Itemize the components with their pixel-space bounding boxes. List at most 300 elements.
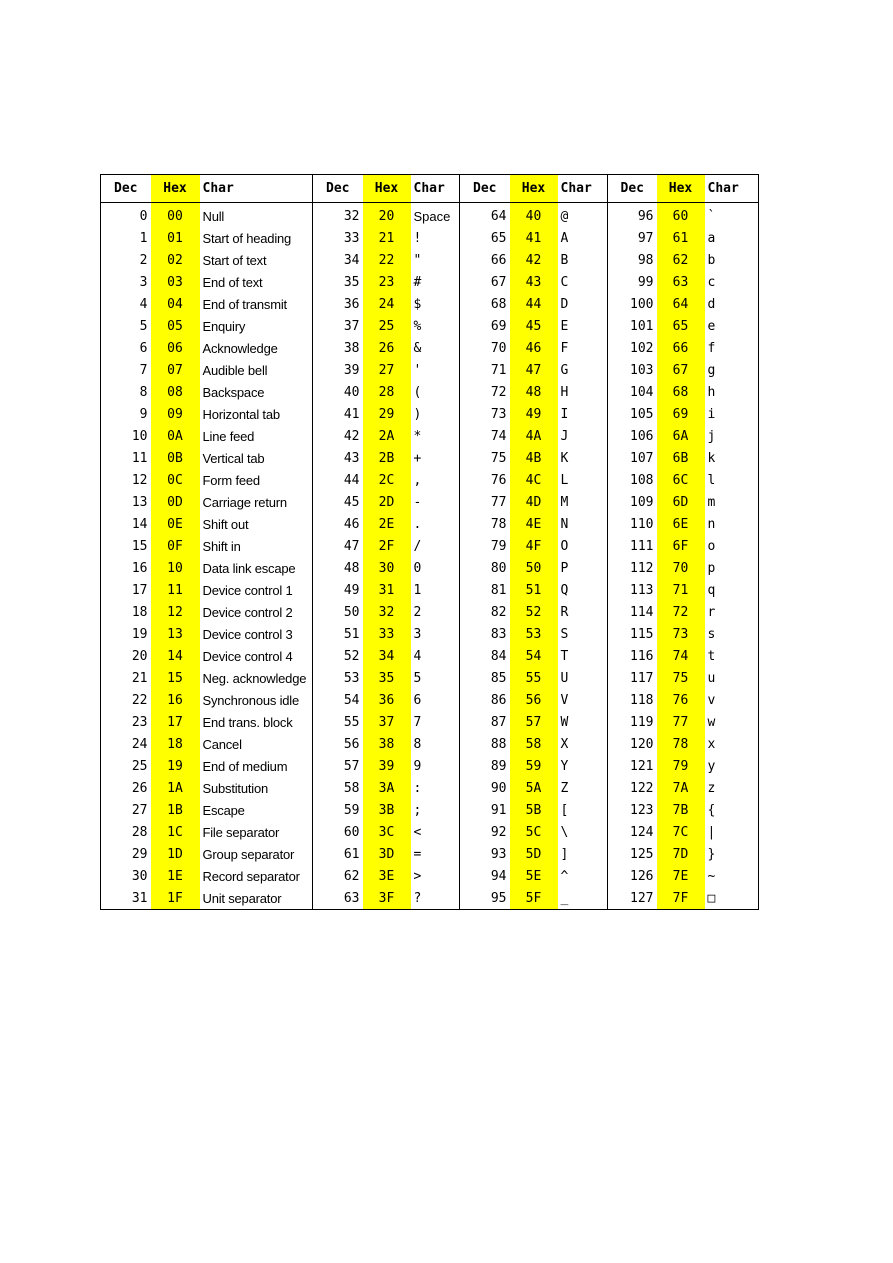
- dec-cell: 101: [630, 318, 654, 334]
- dec-cell: 21: [131, 670, 148, 686]
- hex-cell: 1C: [151, 821, 200, 843]
- char-cell: U: [558, 667, 608, 689]
- hex-cell: 35: [363, 667, 411, 689]
- char-cell: $: [411, 293, 460, 315]
- hex-cell: 62: [657, 249, 705, 271]
- dec-cell: 28: [131, 824, 148, 840]
- char-cell: .: [411, 513, 460, 535]
- hex-cell: 08: [151, 381, 200, 403]
- hex-cell: 2F: [363, 535, 411, 557]
- hex-cell: 4F: [510, 535, 558, 557]
- dec-cell: 4: [139, 296, 148, 312]
- dec-cell: 107: [630, 450, 654, 466]
- hex-cell: 5A: [510, 777, 558, 799]
- hex-cell: 2E: [363, 513, 411, 535]
- char-cell: ,: [411, 469, 460, 491]
- dec-cell: 61: [343, 846, 360, 862]
- char-cell: o: [707, 538, 716, 554]
- dec-cell: 13: [131, 494, 148, 510]
- table-row: [101, 293, 759, 315]
- hex-cell: 6D: [657, 491, 705, 513]
- hex-cell: 5E: [510, 865, 558, 887]
- char-cell: +: [411, 447, 460, 469]
- hex-cell: 29: [363, 403, 411, 425]
- hex-cell: 55: [510, 667, 558, 689]
- char-cell: E: [558, 315, 608, 337]
- char-cell: Shift out: [200, 513, 313, 535]
- dec-cell: 89: [490, 758, 507, 774]
- char-cell: _: [558, 887, 608, 910]
- hex-cell: 16: [151, 689, 200, 711]
- char-cell: Null: [200, 203, 313, 228]
- hex-cell: 1F: [151, 887, 200, 910]
- char-cell: ": [411, 249, 460, 271]
- dec-cell: 9: [139, 406, 148, 422]
- char-header: Char: [558, 175, 608, 203]
- dec-cell: 26: [131, 780, 148, 796]
- dec-cell: 0: [139, 208, 148, 224]
- hex-cell: 0A: [151, 425, 200, 447]
- char-cell: Record separator: [200, 865, 313, 887]
- hex-cell: 7C: [657, 821, 705, 843]
- table-row: [101, 425, 759, 447]
- hex-cell: 4A: [510, 425, 558, 447]
- char-cell: Enquiry: [200, 315, 313, 337]
- hex-cell: 54: [510, 645, 558, 667]
- dec-cell: 76: [490, 472, 507, 488]
- hex-cell: 53: [510, 623, 558, 645]
- table-row: [101, 579, 759, 601]
- dec-cell: 59: [343, 802, 360, 818]
- dec-cell: 120: [630, 736, 654, 752]
- char-cell: u: [707, 670, 716, 686]
- dec-cell: 66: [490, 252, 507, 268]
- table-row: [101, 513, 759, 535]
- char-cell: 5: [411, 667, 460, 689]
- dec-cell: 43: [343, 450, 360, 466]
- dec-cell: 27: [131, 802, 148, 818]
- hex-cell: 67: [657, 359, 705, 381]
- dec-cell: 103: [630, 362, 654, 378]
- hex-cell: 2C: [363, 469, 411, 491]
- hex-cell: 3F: [363, 887, 411, 910]
- hex-cell: 42: [510, 249, 558, 271]
- dec-cell: 112: [630, 560, 654, 576]
- char-cell: Start of text: [200, 249, 313, 271]
- char-header: Char: [705, 175, 759, 203]
- char-cell: O: [558, 535, 608, 557]
- dec-cell: 110: [630, 516, 654, 532]
- char-cell: 7: [411, 711, 460, 733]
- table-row: [101, 711, 759, 733]
- char-cell: Z: [558, 777, 608, 799]
- dec-cell: 80: [490, 560, 507, 576]
- hex-cell: 30: [363, 557, 411, 579]
- table-row: [101, 359, 759, 381]
- char-cell: Y: [558, 755, 608, 777]
- hex-cell: 58: [510, 733, 558, 755]
- char-cell: 6: [411, 689, 460, 711]
- char-cell: 1: [411, 579, 460, 601]
- char-cell: X: [558, 733, 608, 755]
- char-cell: Start of heading: [200, 227, 313, 249]
- table-row: [101, 843, 759, 865]
- char-cell: End trans. block: [200, 711, 313, 733]
- char-cell: :: [411, 777, 460, 799]
- char-cell: |: [707, 824, 716, 840]
- hex-header: Hex: [657, 175, 705, 203]
- dec-cell: 119: [630, 714, 654, 730]
- hex-cell: 7D: [657, 843, 705, 865]
- hex-cell: 41: [510, 227, 558, 249]
- char-cell: □: [707, 890, 716, 906]
- char-cell: 0: [411, 557, 460, 579]
- table-row: [101, 799, 759, 821]
- table-row: [101, 733, 759, 755]
- dec-cell: 74: [490, 428, 507, 444]
- char-cell: z: [707, 780, 716, 796]
- table-row: [101, 887, 759, 910]
- hex-cell: 13: [151, 623, 200, 645]
- char-cell: \: [558, 821, 608, 843]
- table-row: [101, 227, 759, 249]
- dec-cell: 116: [630, 648, 654, 664]
- dec-cell: 115: [630, 626, 654, 642]
- table-row: [101, 271, 759, 293]
- dec-cell: 32: [343, 208, 360, 224]
- char-cell: B: [558, 249, 608, 271]
- hex-cell: 5D: [510, 843, 558, 865]
- dec-cell: 20: [131, 648, 148, 664]
- char-cell: T: [558, 645, 608, 667]
- dec-cell: 60: [343, 824, 360, 840]
- char-cell: `: [707, 208, 716, 224]
- char-cell: (: [411, 381, 460, 403]
- dec-header: Dec: [460, 175, 510, 203]
- table-row: [101, 337, 759, 359]
- hex-cell: 37: [363, 711, 411, 733]
- dec-cell: 96: [637, 208, 654, 224]
- hex-cell: 17: [151, 711, 200, 733]
- char-cell: t: [707, 648, 716, 664]
- dec-cell: 1: [139, 230, 148, 246]
- hex-cell: 79: [657, 755, 705, 777]
- hex-cell: 6E: [657, 513, 705, 535]
- char-cell: End of medium: [200, 755, 313, 777]
- char-cell: Space: [411, 203, 460, 228]
- dec-cell: 57: [343, 758, 360, 774]
- hex-cell: 50: [510, 557, 558, 579]
- hex-cell: 73: [657, 623, 705, 645]
- char-cell: c: [707, 274, 716, 290]
- char-cell: Backspace: [200, 381, 313, 403]
- hex-cell: 6A: [657, 425, 705, 447]
- hex-cell: 49: [510, 403, 558, 425]
- char-cell: f: [707, 340, 716, 356]
- hex-cell: 64: [657, 293, 705, 315]
- hex-cell: 40: [510, 203, 558, 228]
- char-cell: Line feed: [200, 425, 313, 447]
- char-cell: @: [558, 203, 608, 228]
- hex-cell: 76: [657, 689, 705, 711]
- table-row: [101, 249, 759, 271]
- dec-cell: 16: [131, 560, 148, 576]
- dec-cell: 113: [630, 582, 654, 598]
- dec-cell: 31: [131, 890, 148, 906]
- hex-cell: 0F: [151, 535, 200, 557]
- dec-cell: 68: [490, 296, 507, 312]
- dec-cell: 34: [343, 252, 360, 268]
- table-row: [101, 491, 759, 513]
- dec-cell: 108: [630, 472, 654, 488]
- char-cell: v: [707, 692, 716, 708]
- dec-cell: 2: [139, 252, 148, 268]
- char-cell: L: [558, 469, 608, 491]
- dec-cell: 42: [343, 428, 360, 444]
- char-cell: }: [707, 846, 716, 862]
- char-cell: r: [707, 604, 716, 620]
- dec-cell: 105: [630, 406, 654, 422]
- dec-cell: 39: [343, 362, 360, 378]
- hex-cell: 39: [363, 755, 411, 777]
- char-cell: >: [411, 865, 460, 887]
- hex-cell: 0B: [151, 447, 200, 469]
- hex-cell: 36: [363, 689, 411, 711]
- hex-cell: 38: [363, 733, 411, 755]
- hex-cell: 5C: [510, 821, 558, 843]
- dec-cell: 122: [630, 780, 654, 796]
- dec-cell: 55: [343, 714, 360, 730]
- dec-cell: 49: [343, 582, 360, 598]
- char-cell: I: [558, 403, 608, 425]
- hex-cell: 2B: [363, 447, 411, 469]
- table-row: [101, 865, 759, 887]
- hex-cell: 7E: [657, 865, 705, 887]
- dec-cell: 24: [131, 736, 148, 752]
- dec-cell: 8: [139, 384, 148, 400]
- char-cell: J: [558, 425, 608, 447]
- hex-cell: 6B: [657, 447, 705, 469]
- table-row: [101, 689, 759, 711]
- dec-cell: 48: [343, 560, 360, 576]
- hex-cell: 25: [363, 315, 411, 337]
- hex-cell: 44: [510, 293, 558, 315]
- table-row: [101, 601, 759, 623]
- dec-cell: 10: [131, 428, 148, 444]
- char-cell: *: [411, 425, 460, 447]
- dec-cell: 38: [343, 340, 360, 356]
- dec-cell: 5: [139, 318, 148, 334]
- char-cell: Audible bell: [200, 359, 313, 381]
- char-cell: s: [707, 626, 716, 642]
- hex-cell: 77: [657, 711, 705, 733]
- hex-cell: 43: [510, 271, 558, 293]
- char-cell: R: [558, 601, 608, 623]
- dec-cell: 88: [490, 736, 507, 752]
- ascii-table: [100, 174, 759, 910]
- char-cell: Horizontal tab: [200, 403, 313, 425]
- char-cell: K: [558, 447, 608, 469]
- table-row: [101, 623, 759, 645]
- char-cell: e: [707, 318, 716, 334]
- char-header: Char: [200, 175, 313, 203]
- dec-cell: 41: [343, 406, 360, 422]
- dec-cell: 71: [490, 362, 507, 378]
- dec-cell: 40: [343, 384, 360, 400]
- dec-cell: 104: [630, 384, 654, 400]
- hex-cell: 31: [363, 579, 411, 601]
- hex-cell: 51: [510, 579, 558, 601]
- dec-cell: 111: [630, 538, 654, 554]
- dec-cell: 17: [131, 582, 148, 598]
- char-cell: Data link escape: [200, 557, 313, 579]
- hex-cell: 4C: [510, 469, 558, 491]
- dec-cell: 30: [131, 868, 148, 884]
- char-cell: n: [707, 516, 716, 532]
- char-cell: P: [558, 557, 608, 579]
- dec-cell: 45: [343, 494, 360, 510]
- dec-cell: 73: [490, 406, 507, 422]
- hex-cell: 63: [657, 271, 705, 293]
- dec-cell: 53: [343, 670, 360, 686]
- dec-cell: 117: [630, 670, 654, 686]
- char-cell: =: [411, 843, 460, 865]
- hex-cell: 7B: [657, 799, 705, 821]
- dec-cell: 62: [343, 868, 360, 884]
- hex-cell: 03: [151, 271, 200, 293]
- char-cell: Device control 3: [200, 623, 313, 645]
- hex-cell: 60: [657, 203, 705, 228]
- dec-header: Dec: [608, 175, 657, 203]
- table-row: [101, 469, 759, 491]
- dec-cell: 84: [490, 648, 507, 664]
- hex-cell: 28: [363, 381, 411, 403]
- hex-header: Hex: [510, 175, 558, 203]
- hex-cell: 4D: [510, 491, 558, 513]
- hex-cell: 18: [151, 733, 200, 755]
- char-cell: A: [558, 227, 608, 249]
- hex-cell: 05: [151, 315, 200, 337]
- dec-cell: 58: [343, 780, 360, 796]
- dec-cell: 93: [490, 846, 507, 862]
- hex-cell: 00: [151, 203, 200, 228]
- hex-cell: 5F: [510, 887, 558, 910]
- dec-cell: 98: [637, 252, 654, 268]
- hex-header: Hex: [151, 175, 200, 203]
- dec-cell: 87: [490, 714, 507, 730]
- hex-cell: 56: [510, 689, 558, 711]
- hex-cell: 06: [151, 337, 200, 359]
- hex-cell: 61: [657, 227, 705, 249]
- hex-cell: 12: [151, 601, 200, 623]
- char-cell: M: [558, 491, 608, 513]
- char-cell: p: [707, 560, 716, 576]
- dec-cell: 95: [490, 890, 507, 906]
- dec-cell: 51: [343, 626, 360, 642]
- dec-cell: 94: [490, 868, 507, 884]
- table-row: [101, 315, 759, 337]
- hex-cell: 65: [657, 315, 705, 337]
- dec-cell: 35: [343, 274, 360, 290]
- char-cell: File separator: [200, 821, 313, 843]
- hex-cell: 23: [363, 271, 411, 293]
- char-cell: ): [411, 403, 460, 425]
- char-cell: [: [558, 799, 608, 821]
- dec-cell: 77: [490, 494, 507, 510]
- hex-cell: 15: [151, 667, 200, 689]
- char-cell: H: [558, 381, 608, 403]
- dec-cell: 102: [630, 340, 654, 356]
- dec-header: Dec: [313, 175, 363, 203]
- hex-cell: 45: [510, 315, 558, 337]
- hex-cell: 3D: [363, 843, 411, 865]
- char-cell: Acknowledge: [200, 337, 313, 359]
- hex-cell: 3A: [363, 777, 411, 799]
- char-cell: x: [707, 736, 716, 752]
- char-cell: N: [558, 513, 608, 535]
- table-row: [101, 557, 759, 579]
- hex-cell: 11: [151, 579, 200, 601]
- dec-cell: 118: [630, 692, 654, 708]
- char-cell: <: [411, 821, 460, 843]
- dec-cell: 109: [630, 494, 654, 510]
- char-cell: ;: [411, 799, 460, 821]
- hex-cell: 1D: [151, 843, 200, 865]
- char-cell: Unit separator: [200, 887, 313, 910]
- hex-header: Hex: [363, 175, 411, 203]
- char-cell: Vertical tab: [200, 447, 313, 469]
- char-cell: Device control 4: [200, 645, 313, 667]
- dec-cell: 70: [490, 340, 507, 356]
- char-cell: W: [558, 711, 608, 733]
- dec-cell: 86: [490, 692, 507, 708]
- char-cell: 4: [411, 645, 460, 667]
- table-row: [101, 447, 759, 469]
- char-cell: ~: [707, 868, 716, 884]
- hex-cell: 4E: [510, 513, 558, 535]
- dec-cell: 125: [630, 846, 654, 862]
- char-cell: w: [707, 714, 716, 730]
- char-cell: Device control 2: [200, 601, 313, 623]
- dec-cell: 90: [490, 780, 507, 796]
- dec-cell: 124: [630, 824, 654, 840]
- char-cell: C: [558, 271, 608, 293]
- hex-cell: 2A: [363, 425, 411, 447]
- hex-cell: 0C: [151, 469, 200, 491]
- char-cell: ]: [558, 843, 608, 865]
- hex-cell: 3B: [363, 799, 411, 821]
- char-cell: 3: [411, 623, 460, 645]
- char-cell: Carriage return: [200, 491, 313, 513]
- table-row: [101, 667, 759, 689]
- char-cell: 9: [411, 755, 460, 777]
- char-cell: y: [707, 758, 716, 774]
- dec-cell: 36: [343, 296, 360, 312]
- dec-cell: 91: [490, 802, 507, 818]
- hex-cell: 72: [657, 601, 705, 623]
- char-cell: h: [707, 384, 716, 400]
- char-cell: m: [707, 494, 716, 510]
- char-cell: -: [411, 491, 460, 513]
- dec-cell: 79: [490, 538, 507, 554]
- dec-cell: 97: [637, 230, 654, 246]
- hex-cell: 75: [657, 667, 705, 689]
- dec-cell: 63: [343, 890, 360, 906]
- dec-cell: 99: [637, 274, 654, 290]
- table-body: [101, 203, 759, 910]
- char-cell: %: [411, 315, 460, 337]
- char-cell: ': [411, 359, 460, 381]
